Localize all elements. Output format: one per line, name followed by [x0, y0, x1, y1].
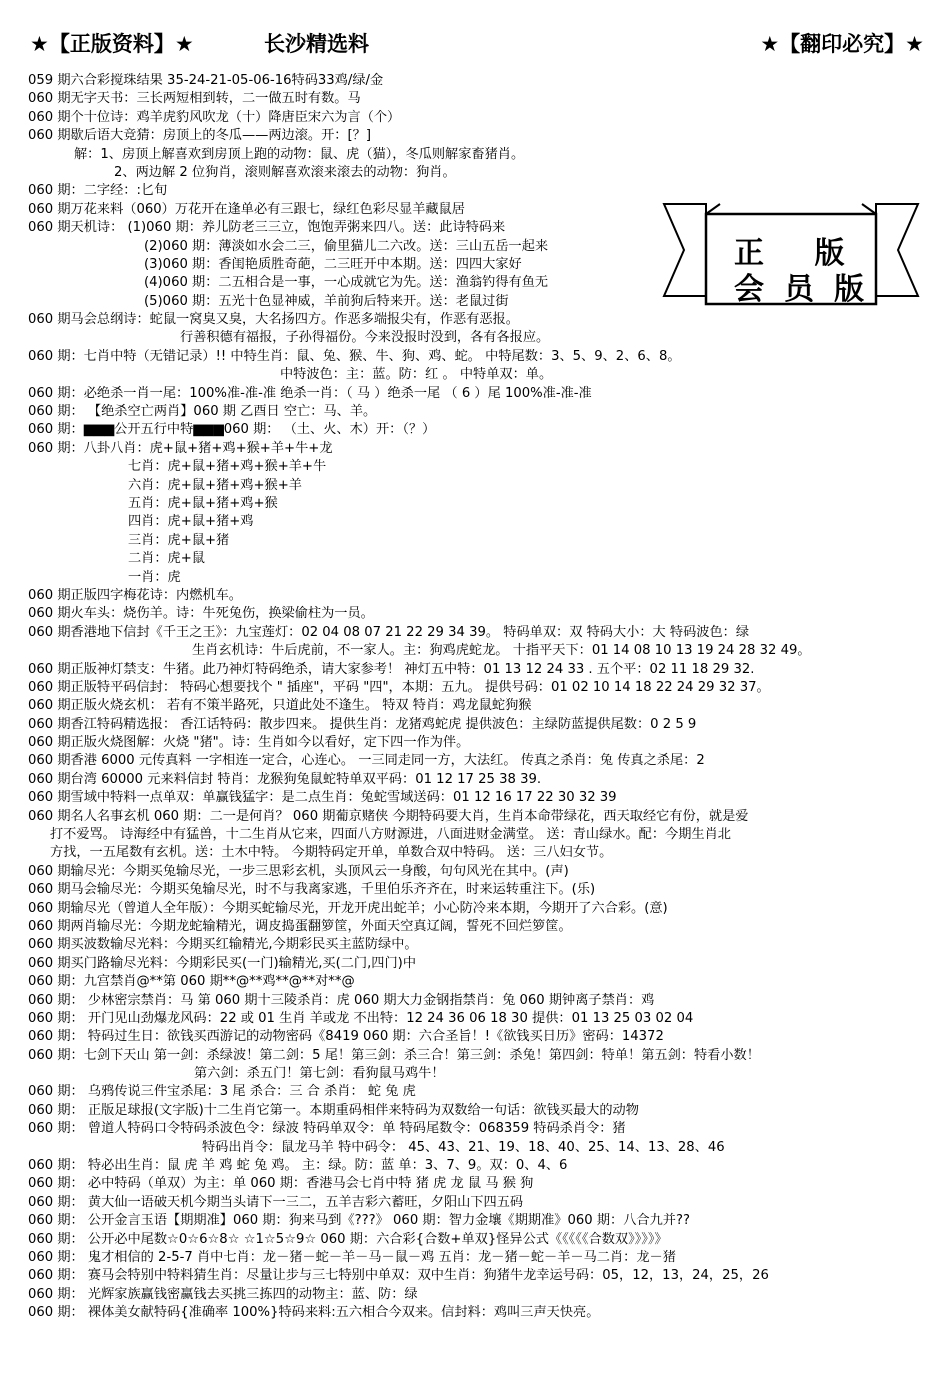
- text-line: 060 期歇后语大竞猜：房顶上的冬瓜——两边滚。开：[？]: [28, 128, 371, 144]
- text-line: 060 期输尽光（曾道人全年版）：今期买蛇输尽光，开龙开虎出蛇羊；小心防冷来本期，今期开了六合彩。(意): [28, 900, 668, 916]
- text-line: 一肖：虎: [128, 569, 181, 585]
- text-line: 方找，一五尾数有玄机。送：土木中特。 今期特码定开单，单数合双中特码。 送：三八妇女节。: [50, 845, 613, 861]
- text-line: 060 期两肖输尽光：今期龙蛇输精光，调皮捣蛋翻箩筐，外面天空真辽阔，誓死不回烂箩筐。: [28, 918, 572, 934]
- text-line: 060 期正版特平码信封： 特码心想要找个 " 插座"，平码 "四"，本期：五九。 提供号码：01 02 10 14 18 22 24 29 32 37。: [28, 679, 770, 695]
- text-line: 060 期： 光辉家族赢钱密赢钱去买挑三拣四的动物主：蓝、防：绿: [28, 1286, 418, 1302]
- text-line: 060 期：必绝杀一肖一尾：100%准-准-准 绝杀一肖：（ 马 ）绝杀一尾 （ 6 ）尾 100%准-准-准: [28, 385, 592, 401]
- text-line: 060 期： 乌鸦传说三件宝杀尾：3 尾 杀合：三 合 杀肖： 蛇 兔 虎: [28, 1084, 416, 1100]
- text-line: 060 期火车头：烧伤羊。诗：牛死兔伤，换梁偷柱为一员。: [28, 606, 374, 622]
- page-header: [0, 0, 944, 62]
- text-line: 060 期： 赛马会特别中特料猜生肖：尽量让步与三七特别中单双：双中生肖：狗猪牛龙幸运号码：05，12，13，24，25，26: [28, 1268, 769, 1284]
- text-line: 060 期雪域中特料一点单双：单赢钱猛字：是二点生肖：兔蛇雪域送码：01 12 16 17 22 30 32 39: [28, 790, 617, 806]
- text-line: 三肖：虎+鼠+猪: [128, 532, 230, 548]
- text-line: 060 期香江特码精选报： 香江话特码：散步四来。 提供生肖：龙猪鸡蛇虎 提供波色：主绿防蓝提供尾数：0 2 5 9: [28, 716, 697, 732]
- header-right-tag: ★【翻印必究】★: [760, 32, 924, 56]
- text-line: 生肖玄机诗：牛后虎前，不一家人。主：狗鸡虎蛇龙。 十指平天下：01 14 08 10 13 19 24 28 32 49。: [192, 643, 811, 659]
- text-line: 行善积德有福报，子孙得福份。今来没报时没到，各有各报应。: [180, 330, 550, 346]
- text-line: 四肖：虎+鼠+猪+鸡: [128, 514, 254, 530]
- text-line: 060 期： 【绝杀空亡两肖】060 期 乙酉日 空亡：马、羊。: [28, 404, 377, 420]
- text-line: 060 期：二字经：:匕旬: [28, 183, 168, 199]
- text-line: 060 期正版火烧图解：火烧 "猪"。诗：生肖如今以看好，定下四一作为伴。: [28, 735, 470, 751]
- text-line: 060 期香港 6000 元传真料 一字相连一定合，心连心。 一三同走同一方，大法红。 传真之杀肖：兔 传真之杀尾：2: [28, 753, 705, 769]
- text-line: 060 期： 裸体美女献特码{准确率 100%}特码来料:五六相合今双来。信封料：鸡叫三声天快亮。: [28, 1305, 600, 1321]
- text-line: 060 期马会输尽光：今期买兔输尽光，时不与我离家逃，千里伯乐齐齐在，时来运转重注下。(乐): [28, 882, 596, 898]
- text-line: 第六剑：杀五门！第七剑：看狗鼠马鸡牛！: [194, 1066, 445, 1082]
- text-line: 060 期： 公开金言玉语【期期准】060 期：狗来马到《???》 060 期：智力金壤《期期准》060 期：八合九并??: [28, 1213, 690, 1229]
- text-line: 打不爱骂。 诗海经中有猛兽，十二生肖从它来，四面八方财源进，八面进财金满堂。 送：青山绿水。配：今期生肖北: [50, 827, 731, 843]
- text-line: 060 期马会总纲诗：蛇鼠一窝臭又臭，大名扬四方。作恶多端报尖有，作恶有恶报。: [28, 312, 519, 328]
- text-line: (5)060 期：五光十色显神威，羊前狗后特来开。送：老鼠过街: [144, 293, 509, 309]
- text-line: 060 期台湾 60000 元来料信封 特肖：龙猴狗兔鼠蛇特单双平码：01 12 17 25 38 39.: [28, 771, 542, 787]
- text-line: 060 期： 特必出生肖：鼠 虎 羊 鸡 蛇 兔 鸡。 主：绿。防：蓝 单：3、7、9。双：0、4、6: [28, 1158, 568, 1174]
- text-line: 060 期天机诗： (1)060 期：养儿防老三三立，饱饱弄粥来四八。送：此诗特码来: [28, 220, 506, 236]
- text-line: 七肖：虎+鼠+猪+鸡+猴+羊+牛: [128, 459, 327, 475]
- document-body: [28, 72, 928, 1323]
- text-line: 060 期正版火烧玄机： 若有不策半路死，只道此处不逢生。 特双 特肖：鸡龙鼠蛇狗猴: [28, 698, 532, 714]
- banner-line-1: 正 版: [734, 236, 865, 271]
- text-line: 060 期： 开门见山劲爆龙风码：22 或 01 生肖 羊或龙 不出特：12 24 36 06 18 30 提供：01 13 25 03 02 04: [28, 1010, 694, 1026]
- text-line: 中特波色：主：蓝。防：红 。 中特单双：单。: [280, 367, 553, 383]
- text-line: 五肖：虎+鼠+猪+鸡+猴: [128, 495, 278, 511]
- text-line: 060 期无字天书：三长两短相到转，二一做五时有数。马: [28, 91, 361, 107]
- header-left-tag: ★【正版资料】★: [30, 32, 194, 56]
- text-line: (4)060 期：二五相合是一事，一心成就它为先。送：渔翁钓得有鱼无: [144, 275, 549, 291]
- text-line: 060 期： 特码过生日：欲钱买西游记的动物密码《8419 060 期：六合圣旨！!《欲钱买日历》密码：14372: [28, 1029, 664, 1045]
- text-line: 060 期： 鬼才相信的 2-5-7 肖中七肖：龙－猪－蛇－羊－马－鼠－鸡 五肖：龙－猪－蛇－羊－马二肖：龙－猪: [28, 1250, 676, 1265]
- text-line: 060 期个十位诗：鸡羊虎豹风吹龙（十）降唐臣宋六为言（个）: [28, 109, 401, 125]
- text-line: 060 期：七肖中特（无错记录）!! 中特生肖：鼠、兔、猴、牛、狗、鸡、蛇。 中特尾数：3、5、9、2、6、8。: [28, 348, 681, 364]
- text-line: 059 期六合彩搅珠结果 35-24-21-05-06-16特码33鸡/绿/金: [28, 73, 384, 88]
- text-line: 060 期输尽光：今期买兔输尽光，一步三思彩玄机，头顶风云一身酸，句句风光在其中。(声): [28, 863, 569, 879]
- text-line: 060 期买门路输尽光料：今期彩民买(一门)输精光,买(二门,四门)中: [28, 955, 417, 971]
- text-line: 六肖：虎+鼠+猪+鸡+猴+羊: [128, 477, 302, 493]
- text-line: 特码出肖令：鼠龙马羊 特中码令： 45、43、21、19、18、40、25、14、13、28、46: [202, 1139, 725, 1155]
- text-line: 060 期万花来料（060）万花开在逢单必有三跟七，绿红色彩尽显羊藏鼠居: [28, 201, 465, 217]
- text-line: 060 期：八卦八肖：虎+鼠+猪+鸡+猴+羊+牛+龙: [28, 440, 333, 456]
- text-line: 060 期香港地下信封《千王之王》：九宝莲灯：02 04 08 07 21 22 29 34 39。 特码单双：双 特码大小：大 特码波色：绿: [28, 624, 750, 640]
- text-line: 060 期买波数输尽光料：今期买红输精光,今期彩民买主蓝防绿中。: [28, 937, 418, 953]
- text-line: 060 期名人名事玄机 060 期：二一是何肖？ 060 期葡京赌侠 今期特码要大肖，生肖本命带绿花，西天取经它有份，就是爱: [28, 808, 749, 824]
- banner-line-2: 会员版: [734, 272, 884, 307]
- page-title: 长沙精选料: [264, 32, 369, 56]
- text-line: 060 期正版神灯禁支：牛猪。此乃神灯特码绝杀，请大家参考！ 神灯五中特：01 13 12 24 33 . 五个平：02 11 18 29 32.: [28, 661, 755, 677]
- text-line: 解：1、房顶上解喜欢到房顶上跑的动物：鼠、虎（猫），冬瓜则解家畜猪肖。: [74, 146, 525, 162]
- text-line: (3)060 期：香闺艳质胜奇葩，二三旺开中本期。送：四四大家好: [144, 256, 522, 272]
- text-line: 二肖：虎+鼠: [128, 551, 205, 567]
- text-line: 2、两边解 2 位狗肖，滚则解喜欢滚来滚去的动物：狗肖。: [114, 164, 456, 180]
- text-line: 060 期： 少林密宗禁肖：马 第 060 期十三陵杀肖：虎 060 期大力金钢指禁肖：兔 060 期钟离子禁肖：鸡: [28, 992, 655, 1008]
- text-line: 060 期正版四字梅花诗：内燃机车。: [28, 587, 242, 603]
- text-line: 060 期：九宫禁肖@**第 060 期**@**鸡**@**对**@: [28, 974, 355, 990]
- text-line: 060 期： 曾道人特码口令特码杀波色令：绿波 特码单双令：单 特码尾数令：068359 特码杀肖令：猪: [28, 1121, 626, 1137]
- text-line: 060 期：▆▆▆公开五行中特▆▆▆060 期： （土、火、木）开：（？）: [28, 422, 436, 438]
- text-line: 060 期： 黄大仙一语破天机今期当头请下一三二，五羊吉彩六蓄旺，夕阳山下四五码: [28, 1194, 524, 1210]
- text-line: 060 期：七剑下天山 第一剑：杀绿波！第二剑：5 尾！第三剑：杀三合！第三剑：杀兔！第四剑：特单！第五剑：特看小数！: [28, 1047, 760, 1063]
- text-line: 060 期： 正版足球报(文字版)十二生肖它第一。本期重码相伴来特码为双数给一句话：欲钱买最大的动物: [28, 1102, 639, 1118]
- text-line: 060 期： 公开必中尾数☆0☆6☆8☆ ☆1☆5☆9☆ 060 期：六合彩{合数+单双}怪异公式《《《《《合数双》》》》》: [28, 1231, 668, 1247]
- text-line: 060 期： 必中特码（单双）为主：单 060 期：香港马会七肖中特 猪 虎 龙 鼠 马 猴 狗: [28, 1176, 534, 1192]
- text-line: (2)060 期：薄淡如水会二三，偷里猫儿二六改。送：三山五岳一起来: [144, 238, 549, 254]
